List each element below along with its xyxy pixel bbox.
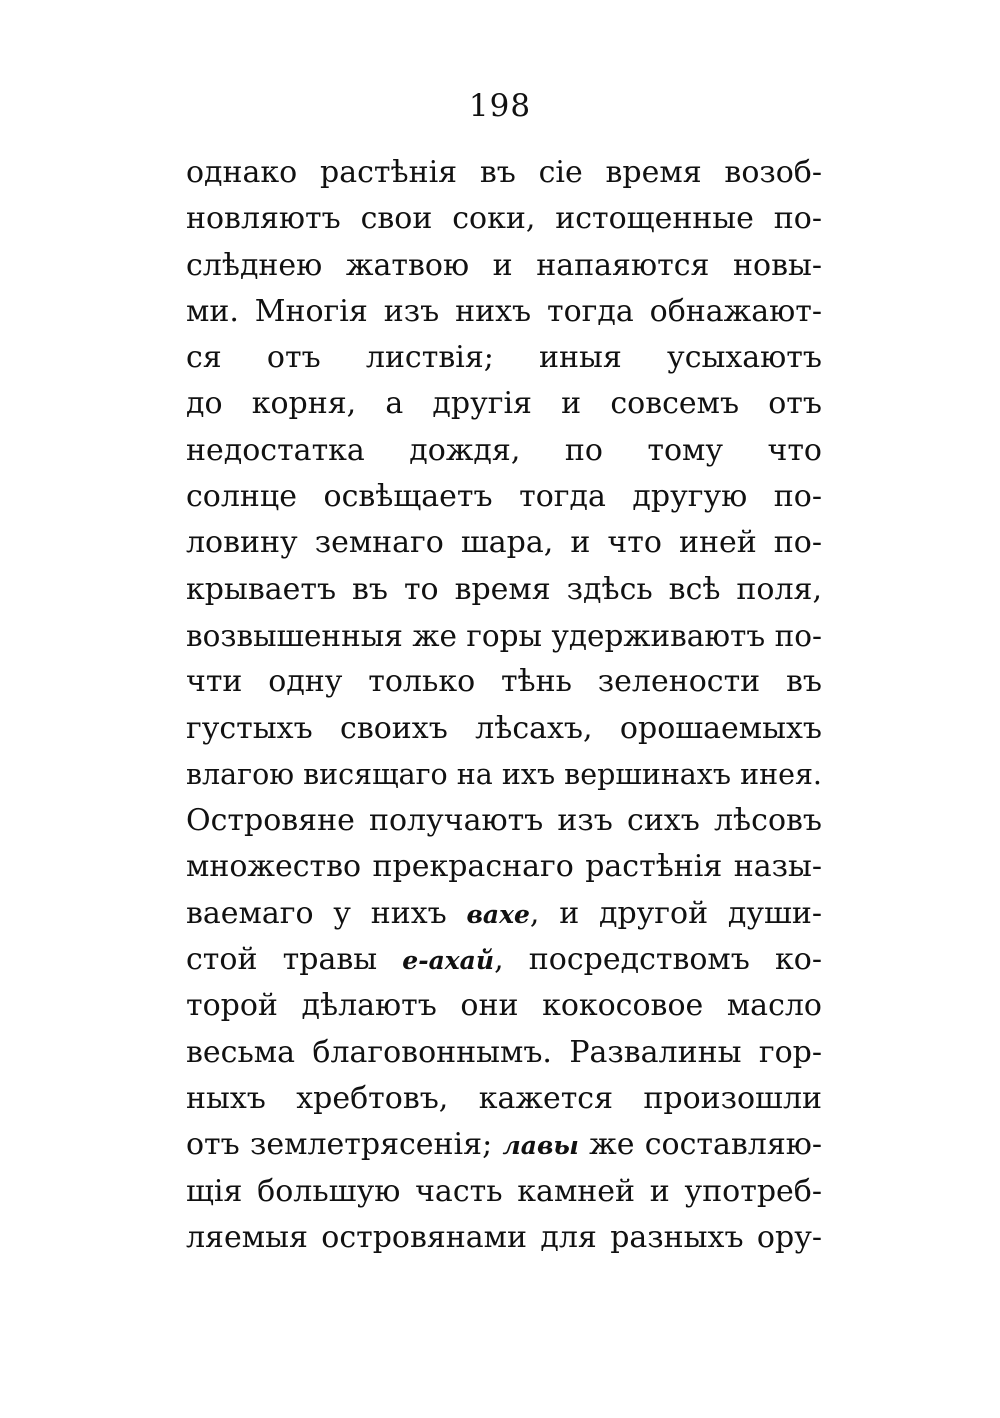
- body-text: [186, 150, 822, 1261]
- text-line: до корня, а другія и совсемъ отъ: [186, 386, 822, 422]
- text-line: возвышенныя же горы удерживаютъ по-: [186, 618, 822, 653]
- text-segment: ваемаго у нихъ: [186, 895, 467, 931]
- text-segment: отъ землетрясенія;: [186, 1127, 503, 1163]
- text-segment: , и другой души-: [529, 895, 822, 931]
- emphasized-term: лавы: [502, 1131, 579, 1161]
- text-line: щія большую часть камней и употреб-: [186, 1173, 822, 1209]
- text-line: торой дѣлаютъ они кокосовое масло: [186, 988, 822, 1024]
- text-line: недостатка дождя, по тому что: [186, 432, 822, 468]
- text-line: весьма благовоннымъ. Развалины гор-: [186, 1034, 822, 1070]
- emphasized-term: вахе: [466, 899, 530, 929]
- text-line: [186, 1122, 822, 1168]
- text-line: множество прекраснаго растѣнія назы-: [186, 849, 822, 885]
- text-line: однако растѣнія въ сіе время возоб-: [186, 155, 822, 190]
- text-line: крываетъ въ то время здѣсь всѣ поля,: [186, 571, 822, 607]
- text-line: ми. Многія изъ нихъ тогда обнажают-: [186, 293, 822, 329]
- text-line: ловину земнаго шара, и что иней по-: [186, 525, 822, 561]
- text-line: [186, 891, 822, 937]
- text-line: Островяне получаютъ изъ сихъ лѣсовъ: [186, 803, 822, 839]
- text-line: ляемыя островянами для разныхъ ору-: [186, 1219, 822, 1255]
- text-line: солнце освѣщаетъ тогда другую по-: [186, 479, 822, 515]
- text-line: новляютъ свои соки, истощенные по-: [186, 201, 822, 237]
- text-segment: стой травы: [186, 942, 403, 978]
- text-segment: , посредствомъ ко-: [494, 942, 822, 978]
- text-line: слѣднею жатвою и напаяются новы-: [186, 247, 822, 283]
- page-number: 198: [468, 88, 532, 124]
- text-line: ныхъ хребтовъ, кажется произошли: [186, 1080, 822, 1116]
- text-line: чти одну только тѣнь зелености въ: [186, 664, 822, 700]
- text-line: влагою висящаго на ихъ вершинахъ инея.: [186, 757, 822, 791]
- text-line: густыхъ своихъ лѣсахъ, орошаемыхъ: [186, 710, 822, 746]
- text-line: [186, 937, 822, 983]
- emphasized-term: е-ахай: [402, 946, 495, 976]
- text-segment: же составляю-: [578, 1127, 822, 1163]
- text-line: ся отъ листвія; иныя усыхаютъ: [186, 340, 822, 376]
